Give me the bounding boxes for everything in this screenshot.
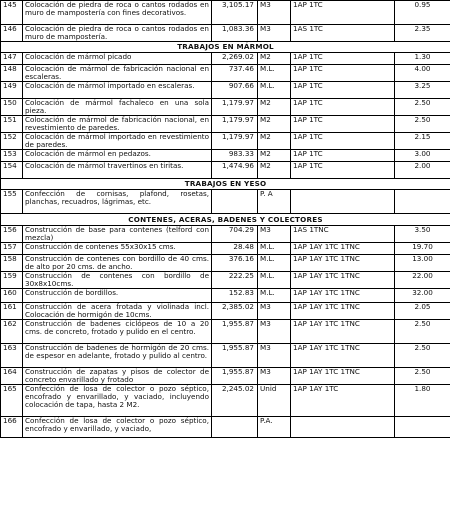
rate: 22.00 xyxy=(395,272,450,289)
rate: 19.70 xyxy=(395,243,450,255)
unit: M.L. xyxy=(258,65,291,82)
unit: M3 xyxy=(258,344,291,368)
item-number: 166 xyxy=(1,417,23,438)
rate: 2.15 xyxy=(395,133,450,150)
unit-cost: 152.83 xyxy=(212,289,258,303)
item-description: Confección de cornisas, plafond, rosetas, planchas, recuadros, lágrimas, etc. xyxy=(23,190,212,214)
item-number: 151 xyxy=(1,116,23,133)
unit: M2 xyxy=(258,133,291,150)
unit-cost: 1,474.96 xyxy=(212,162,258,179)
item-description: Construcción de base para contenes (telford con mezcla) xyxy=(23,226,212,243)
table-row xyxy=(1,53,450,65)
unit-cost: 28.48 xyxy=(212,243,258,255)
rate: 4.00 xyxy=(395,65,450,82)
item-number: 163 xyxy=(1,344,23,368)
rate: 1.80 xyxy=(395,385,450,417)
item-description: Colocación de mármol picado xyxy=(23,53,212,65)
item-description: Colocación de mármol importado en revestimiento de paredes. xyxy=(23,133,212,150)
item-description: Colocación de mármol de fabricación nacional en escaleras. xyxy=(23,65,212,82)
unit-cost: 2,385.02 xyxy=(212,303,258,320)
rate: 0.95 xyxy=(395,1,450,25)
crew-formula: 1AP 1AY 1TC 1TNC xyxy=(291,255,395,272)
table-row xyxy=(1,385,450,417)
crew-formula: 1AP 1AY 1TC 1TNC xyxy=(291,272,395,289)
table-row xyxy=(1,150,450,162)
rate: 2.50 xyxy=(395,99,450,116)
rate: 3.25 xyxy=(395,82,450,99)
item-number: 159 xyxy=(1,272,23,289)
table-row xyxy=(1,1,450,25)
table-row xyxy=(1,99,450,116)
item-number: 145 xyxy=(1,1,23,25)
unit-cost xyxy=(212,417,258,438)
unit-cost: 2,245.02 xyxy=(212,385,258,417)
crew-formula: 1AS 1TC xyxy=(291,25,395,42)
item-description: Construcción de contenes con bordillo de 30x8x10cms. xyxy=(23,272,212,289)
crew-formula: 1AP 1AY 1TC 1TNC xyxy=(291,368,395,385)
rate: 13.00 xyxy=(395,255,450,272)
item-description: Confección de losa de colector o pozo séptico, encofrado y envarillado, y vaciado, incluyendo colocación de tapa, hasta 2 M2. xyxy=(23,385,212,417)
item-number: 146 xyxy=(1,25,23,42)
rate: 3.00 xyxy=(395,150,450,162)
item-number: 147 xyxy=(1,53,23,65)
table-row xyxy=(1,255,450,272)
table-row xyxy=(1,243,450,255)
table-row xyxy=(1,289,450,303)
table-body xyxy=(1,1,450,438)
item-description: Colocación de mármol importado en escaleras. xyxy=(23,82,212,99)
item-description: Colocación de piedra de roca o cantos rodados en muro de mampostería. xyxy=(23,25,212,42)
rate xyxy=(395,190,450,214)
item-description: Construcción de bordillos. xyxy=(23,289,212,303)
unit: Unid xyxy=(258,385,291,417)
item-description: Confección de losa de colector o pozo séptico, encofrado y envarillado, y vaciado, xyxy=(23,417,212,438)
item-description: Construcción de contenes 55x30x15 cms. xyxy=(23,243,212,255)
section-title: TRABAJOS EN YESO xyxy=(1,179,450,190)
unit: M3 xyxy=(258,320,291,344)
item-description: Construcción de badenes ciclópeos de 10 a 20 cms. de concreto, frotado y pulido en el centro. xyxy=(23,320,212,344)
unit-cost: 222.25 xyxy=(212,272,258,289)
unit-cost: 983.33 xyxy=(212,150,258,162)
unit-cost: 1,179.97 xyxy=(212,116,258,133)
crew-formula: 1AS 1TNC xyxy=(291,226,395,243)
section-header-row xyxy=(1,42,450,53)
unit: M.L. xyxy=(258,272,291,289)
table-row xyxy=(1,320,450,344)
crew-formula: 1AP 1AY 1TC xyxy=(291,385,395,417)
item-number: 153 xyxy=(1,150,23,162)
crew-formula: 1AP 1TC xyxy=(291,162,395,179)
table-row xyxy=(1,344,450,368)
table-row xyxy=(1,417,450,438)
crew-formula: 1AP 1TC xyxy=(291,65,395,82)
item-number: 149 xyxy=(1,82,23,99)
crew-formula: 1AP 1AY 1TC 1TNC xyxy=(291,243,395,255)
unit: M.L. xyxy=(258,243,291,255)
table-row xyxy=(1,368,450,385)
crew-formula xyxy=(291,190,395,214)
item-description: Colocación de mármol travertinos en tiritas. xyxy=(23,162,212,179)
rate: 1.30 xyxy=(395,53,450,65)
unit-cost: 1,955.87 xyxy=(212,320,258,344)
item-description: Colocación de mármol en pedazos. xyxy=(23,150,212,162)
table-row xyxy=(1,116,450,133)
unit: M3 xyxy=(258,1,291,25)
unit-cost: 737.46 xyxy=(212,65,258,82)
crew-formula: 1AP 1AY 1TC 1TNC xyxy=(291,320,395,344)
unit-cost: 907.66 xyxy=(212,82,258,99)
item-number: 154 xyxy=(1,162,23,179)
table-row xyxy=(1,303,450,320)
section-header-row xyxy=(1,214,450,226)
crew-formula: 1AP 1TC xyxy=(291,99,395,116)
table-row xyxy=(1,190,450,214)
item-description: Construcción de badenes de hormigón de 20 cms. de espesor en adelante, frotado y pulido al centro. xyxy=(23,344,212,368)
rate: 2.00 xyxy=(395,162,450,179)
table-row xyxy=(1,162,450,179)
rate: 2.50 xyxy=(395,320,450,344)
item-number: 152 xyxy=(1,133,23,150)
item-number: 157 xyxy=(1,243,23,255)
item-number: 148 xyxy=(1,65,23,82)
rate: 2.50 xyxy=(395,116,450,133)
unit: P. A xyxy=(258,190,291,214)
crew-formula: 1AP 1TC xyxy=(291,82,395,99)
crew-formula: 1AP 1TC xyxy=(291,150,395,162)
rate: 3.50 xyxy=(395,226,450,243)
unit: M2 xyxy=(258,150,291,162)
table-row xyxy=(1,65,450,82)
unit: P.A. xyxy=(258,417,291,438)
rate: 2.05 xyxy=(395,303,450,320)
unit: M2 xyxy=(258,116,291,133)
item-number: 155 xyxy=(1,190,23,214)
rate: 2.35 xyxy=(395,25,450,42)
unit-cost: 376.16 xyxy=(212,255,258,272)
unit: M.L. xyxy=(258,255,291,272)
section-title: TRABAJOS EN MÁRMOL xyxy=(1,42,450,53)
crew-formula: 1AP 1TC xyxy=(291,116,395,133)
unit: M2 xyxy=(258,53,291,65)
item-number: 164 xyxy=(1,368,23,385)
rate: 2.50 xyxy=(395,368,450,385)
unit: M3 xyxy=(258,25,291,42)
crew-formula: 1AP 1TC xyxy=(291,1,395,25)
unit: M3 xyxy=(258,226,291,243)
crew-formula: 1AP 1TC xyxy=(291,133,395,150)
item-number: 150 xyxy=(1,99,23,116)
section-header-row xyxy=(1,179,450,190)
item-number: 165 xyxy=(1,385,23,417)
unit: M2 xyxy=(258,99,291,116)
item-number: 158 xyxy=(1,255,23,272)
unit-cost xyxy=(212,190,258,214)
unit: M.L. xyxy=(258,82,291,99)
unit-cost: 704.29 xyxy=(212,226,258,243)
table-row xyxy=(1,133,450,150)
item-description: Construcción de acera frotada y violinada incl. Colocación de hormigón de 10cms. xyxy=(23,303,212,320)
table-row xyxy=(1,226,450,243)
crew-formula xyxy=(291,417,395,438)
item-description: Colocación de piedra de roca o cantos rodados en muro de mampostería con fines decorativos. xyxy=(23,1,212,25)
item-description: Colocación de mármol de fabricación nacional, en revestimiento de paredes. xyxy=(23,116,212,133)
crew-formula: 1AP 1TC xyxy=(291,53,395,65)
unit-cost: 3,105.17 xyxy=(212,1,258,25)
item-number: 162 xyxy=(1,320,23,344)
rate xyxy=(395,417,450,438)
unit: M2 xyxy=(258,162,291,179)
unit-cost: 2,269.02 xyxy=(212,53,258,65)
unit-cost: 1,955.87 xyxy=(212,344,258,368)
crew-formula: 1AP 1AY 1TC 1TNC xyxy=(291,344,395,368)
table-row xyxy=(1,82,450,99)
unit: M.L. xyxy=(258,289,291,303)
unit-cost: 1,179.97 xyxy=(212,99,258,116)
section-title: CONTENES, ACERAS, BADENES Y COLECTORES xyxy=(1,214,450,226)
item-description: Construcción de contenes con bordillo de 40 cms. de alto por 20 cms. de ancho. xyxy=(23,255,212,272)
unit-cost: 1,179.97 xyxy=(212,133,258,150)
rate: 32.00 xyxy=(395,289,450,303)
crew-formula: 1AP 1AY 1TC 1TNC xyxy=(291,303,395,320)
item-description: Construcción de zapatas y pisos de colector de concreto envarillado y frotado xyxy=(23,368,212,385)
rate: 2.50 xyxy=(395,344,450,368)
table-row xyxy=(1,25,450,42)
table-row xyxy=(1,272,450,289)
item-number: 161 xyxy=(1,303,23,320)
item-description: Colocación de mármol fachaleco en una sola pieza. xyxy=(23,99,212,116)
unit: M3 xyxy=(258,303,291,320)
unit-cost: 1,083.36 xyxy=(212,25,258,42)
item-number: 160 xyxy=(1,289,23,303)
unit-cost: 1,955.87 xyxy=(212,368,258,385)
unit: M3 xyxy=(258,368,291,385)
item-number: 156 xyxy=(1,226,23,243)
crew-formula: 1AP 1AY 1TC 1TNC xyxy=(291,289,395,303)
